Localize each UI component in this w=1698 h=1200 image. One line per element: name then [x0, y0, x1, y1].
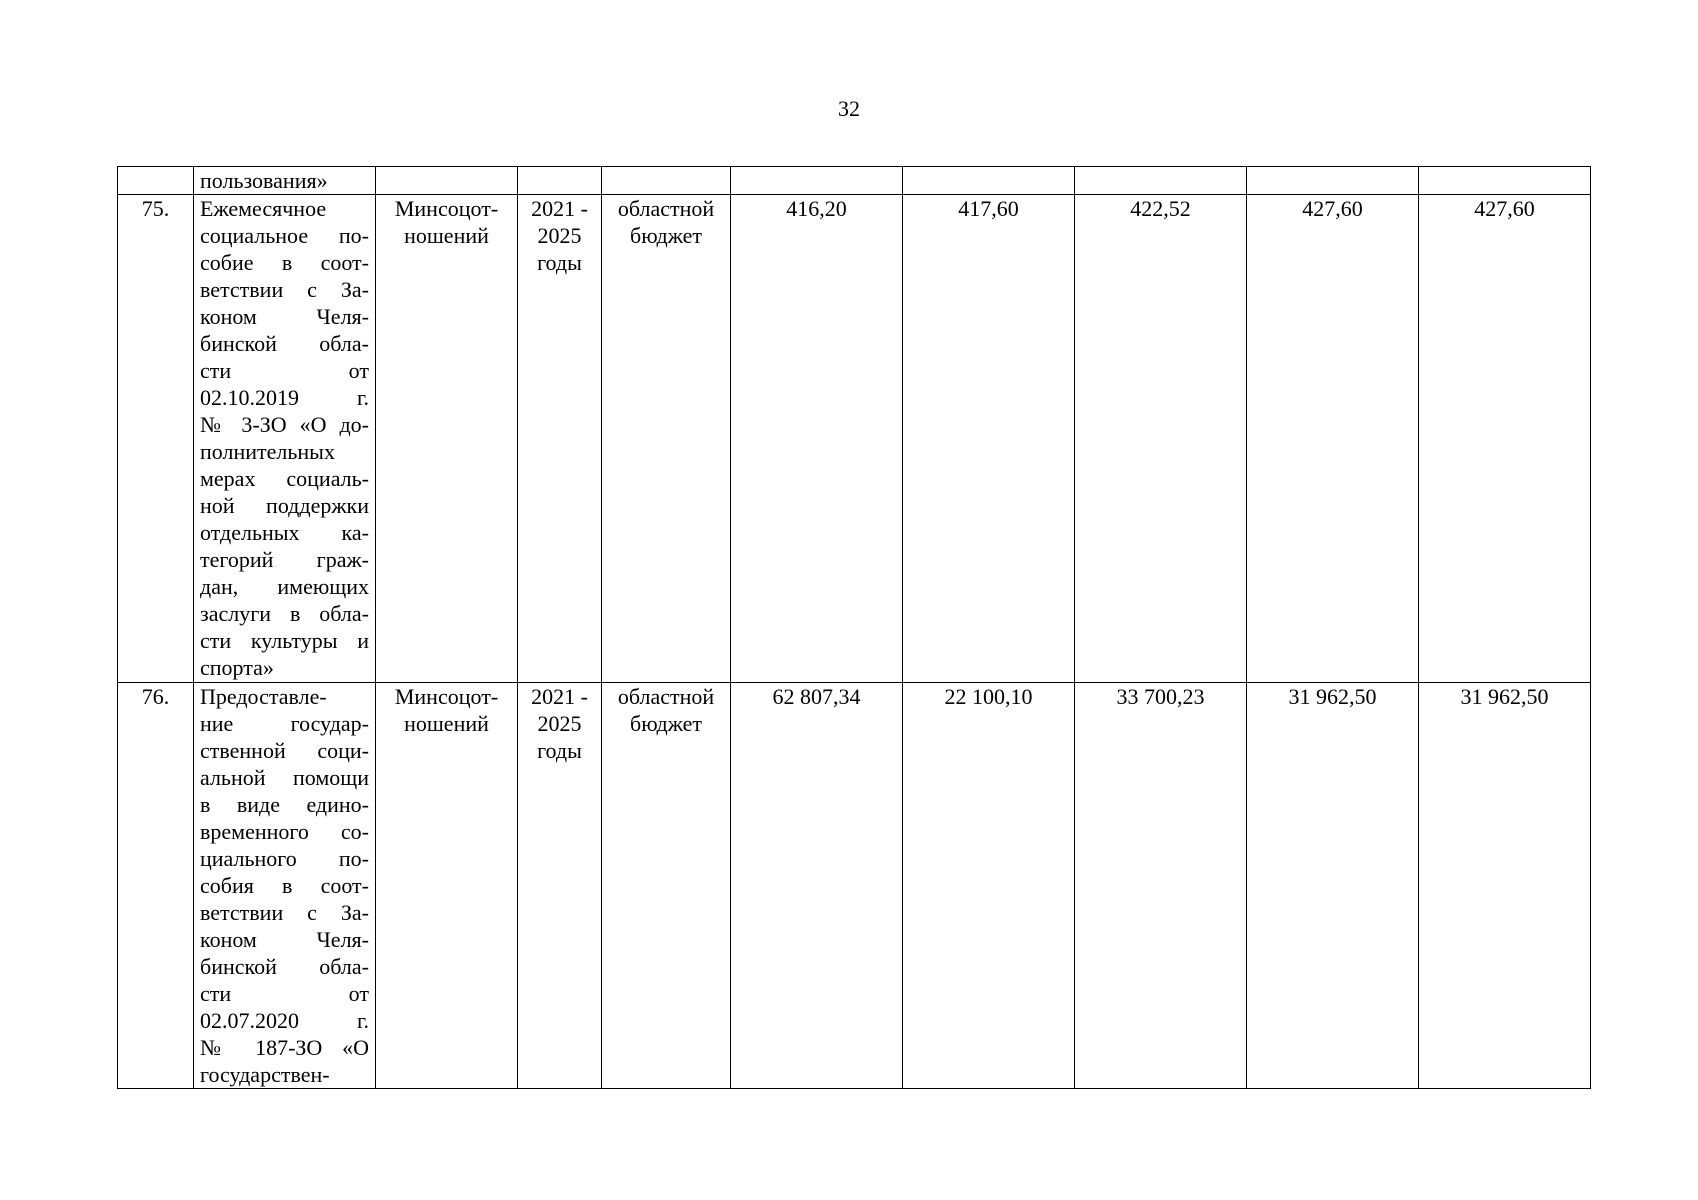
amount-cell: 416,20	[731, 195, 903, 683]
continuation-row	[118, 167, 1591, 195]
measure-name-line: 02.10.2019 г.	[200, 385, 369, 410]
measure-name-line: коном Челя-	[200, 304, 369, 329]
measure-name-line: временного со-	[200, 819, 369, 844]
measure-name-line: бинской обла-	[200, 331, 369, 356]
cell-empty	[118, 167, 194, 195]
measure-name-line: № 187-ЗО «О	[200, 1035, 369, 1060]
amount-cell: 417,60	[903, 195, 1075, 683]
funding-source-line: бюджет	[630, 711, 702, 736]
executor-line: Минсоцот-	[394, 196, 499, 221]
measure-name-line: отдельных ка-	[200, 520, 369, 545]
period-line: годы	[537, 250, 582, 275]
measure-name	[194, 195, 376, 683]
table-row	[118, 683, 1591, 1089]
cell-empty	[1419, 167, 1591, 195]
measure-name-line: собия в соот-	[200, 873, 369, 898]
period	[518, 683, 602, 1089]
amount-cell: 427,60	[1247, 195, 1419, 683]
amount-cell: 31 962,50	[1247, 683, 1419, 1089]
amount-cell: 33 700,23	[1075, 683, 1247, 1089]
measure-name-line: ственной соци-	[200, 738, 369, 763]
measure-name-line: мерах социаль-	[200, 466, 369, 491]
row-number: 75.	[118, 195, 194, 683]
cell-empty	[376, 167, 518, 195]
page-number: 32	[838, 96, 860, 121]
measure-name-line: полнительных	[200, 439, 335, 464]
measure-name-line: заслуги в обла-	[200, 601, 369, 626]
budget-table	[117, 166, 1591, 1089]
measure-name-line: социальное по-	[200, 223, 369, 248]
measure-name-line: тегорий граж-	[200, 547, 369, 572]
executor-line: ношений	[404, 711, 489, 736]
funding-source-line: бюджет	[630, 223, 702, 248]
measure-name-line: ной поддержки	[200, 493, 369, 518]
period-line: 2025	[537, 711, 582, 736]
funding-source	[602, 195, 731, 683]
cell-empty	[602, 167, 731, 195]
measure-name-line: спорта»	[200, 655, 274, 680]
cell-empty	[1247, 167, 1419, 195]
executor-line: ношений	[404, 223, 489, 248]
period	[518, 195, 602, 683]
measure-name-line: коном Челя-	[200, 927, 369, 952]
measure-name-line: сти от	[200, 981, 369, 1006]
cell-empty	[518, 167, 602, 195]
cell-empty	[731, 167, 903, 195]
measure-name-line: ветствии с За-	[200, 900, 369, 925]
period-line: годы	[537, 738, 582, 763]
executor	[376, 195, 518, 683]
cell-empty	[903, 167, 1075, 195]
period-line: 2025	[537, 223, 582, 248]
continuation-text: пользования»	[194, 167, 376, 195]
executor-line: Минсоцот-	[394, 684, 499, 709]
measure-name-line: бинской обла-	[200, 954, 369, 979]
measure-name-line: ние государ-	[200, 711, 369, 736]
measure-name-line: дан, имеющих	[200, 574, 369, 599]
measure-name-line: в виде едино-	[200, 792, 369, 817]
measure-name-line: № 3-ЗО «О до-	[200, 412, 369, 437]
measure-name-line: ветствии с За-	[200, 277, 369, 302]
funding-source-line: областной	[617, 684, 715, 709]
period-line: 2021 -	[531, 684, 588, 709]
amount-cell: 22 100,10	[903, 683, 1075, 1089]
measure-name	[194, 683, 376, 1089]
measure-name-line: государствен-	[200, 1062, 330, 1087]
amount-cell: 422,52	[1075, 195, 1247, 683]
funding-source	[602, 683, 731, 1089]
cell-empty	[1075, 167, 1247, 195]
table-row	[118, 195, 1591, 683]
amount-cell: 31 962,50	[1419, 683, 1591, 1089]
row-number: 76.	[118, 683, 194, 1089]
measure-name-line: Предоставле-	[200, 684, 327, 709]
measure-name-line: альной помощи	[200, 765, 369, 790]
funding-source-line: областной	[617, 196, 715, 221]
measure-name-line: собие в соот-	[200, 250, 369, 275]
period-line: 2021 -	[531, 196, 588, 221]
measure-name-line: 02.07.2020 г.	[200, 1008, 369, 1033]
measure-name-line: сти от	[200, 358, 369, 383]
measure-name-line: циального по-	[200, 846, 369, 871]
amount-cell: 62 807,34	[731, 683, 903, 1089]
measure-name-line: Ежемесячное	[200, 196, 327, 221]
amount-cell: 427,60	[1419, 195, 1591, 683]
executor	[376, 683, 518, 1089]
measure-name-line: сти культуры и	[200, 628, 369, 653]
